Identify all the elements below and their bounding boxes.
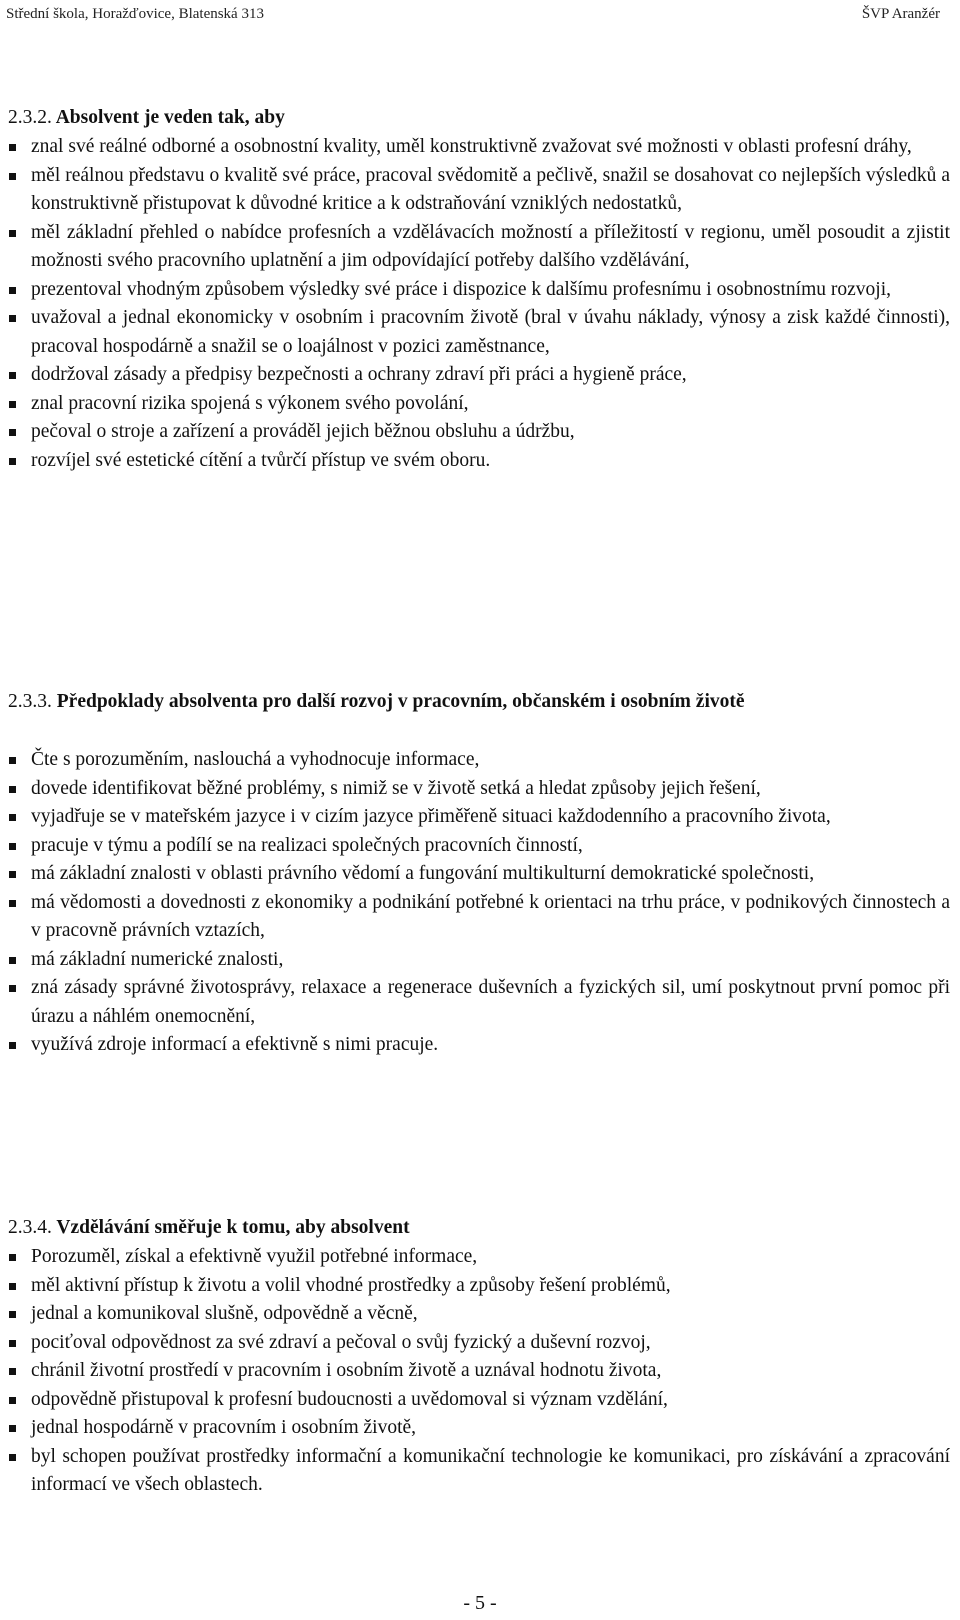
section-number: 2.3.2. [8,107,52,128]
list-item: Čte s porozuměním, naslouchá a vyhodnocuje informace, [0,746,960,775]
page-number: - 5 - [463,1592,497,1614]
section-heading-2-3-2 [8,104,285,132]
list-item: má základní numerické znalosti, [0,946,960,975]
list-item: vyjadřuje se v mateřském jazyce i v cizím jazyce přiměřeně situaci každodenního a pracovního života, [0,803,960,832]
list-item: znal pracovní rizika spojená s výkonem svého povolání, [0,390,960,419]
list-item: má základní znalosti v oblasti právního vědomí a fungování multikulturní demokratické společnosti, [0,860,960,889]
list-item: Porozuměl, získal a efektivně využil potřebné informace, [0,1243,960,1272]
list-item: dovede identifikovat běžné problémy, s nimiž se v životě setká a hledat způsoby jejich řešení, [0,775,960,804]
section-title-text: Předpoklady absolventa pro další rozvoj v pracovním, občanském i osobním životě [56,691,745,712]
list-item: rozvíjel své estetické cítění a tvůrčí přístup ve svém oboru. [0,447,960,476]
list-item: jednal hospodárně v pracovním i osobním životě, [0,1414,960,1443]
section-title-text: Vzdělávání směřuje k tomu, aby absolvent [56,1217,410,1238]
list-item: uvažoval a jednal ekonomicky v osobním i pracovním životě (bral v úvahu náklady, výnosy a zisk každé činnosti), pracoval hospodárně a snažil se o loajálnost v pozici zaměstnance, [0,304,960,361]
header-school: Střední škola, Horažďovice, Blatenská 313 [6,6,264,22]
list-item: dodržoval zásady a předpisy bezpečnosti a ochrany zdraví při práci a hygieně práce, [0,361,960,390]
list-item: pečoval o stroje a zařízení a prováděl jejich běžnou obsluhu a údržbu, [0,418,960,447]
list-item: jednal a komunikoval slušně, odpovědně a věcně, [0,1300,960,1329]
list-item: pracuje v týmu a podílí se na realizaci společných pracovních činností, [0,832,960,861]
list-item: byl schopen používat prostředky informační a komunikační technologie ke komunikaci, pro získávání a zpracování informací ve všech oblastech. [0,1443,960,1500]
header-program: ŠVP Aranžér [861,6,940,22]
list-item: využívá zdroje informací a efektivně s nimi pracuje. [0,1031,960,1060]
section-title-text: Absolvent je veden tak, aby [55,107,285,128]
list-item: má vědomosti a dovednosti z ekonomiky a podnikání potřebné k orientaci na trhu práce, v podnikových činnostech a v pracovně právních vztazích, [0,889,960,946]
list-item: znal své reálné odborné a osobnostní kvality, uměl konstruktivně zvažovat své možnosti v oblasti profesní dráhy, [0,133,960,162]
list-item: měl základní přehled o nabídce profesních a vzdělávacích možností a příležitostí v regionu, uměl posoudit a zjistit možnosti svého pracovního uplatnění a jim odpovídající potřeby dalšího vzdělávání, [0,219,960,276]
section-heading-2-3-4 [8,1214,410,1242]
list-2-3-2 [0,133,960,475]
section-heading-2-3-3 [8,688,908,716]
list-item: měl reálnou představu o kvalitě své práce, pracoval svědomitě a pečlivě, snažil se dosahovat co nejlepších výsledků a konstruktivně přistupovat k důvodné kritice a k odstraňování vzniklých nedostatků, [0,162,960,219]
list-item: měl aktivní přístup k životu a volil vhodné prostředky a způsoby řešení problémů, [0,1272,960,1301]
section-number: 2.3.4. [8,1217,52,1238]
list-2-3-4 [0,1243,960,1500]
list-item: pociťoval odpovědnost za své zdraví a pečoval o svůj fyzický a duševní rozvoj, [0,1329,960,1358]
list-item: prezentoval vhodným způsobem výsledky své práce i dispozice k dalšímu profesnímu i osobnostnímu rozvoji, [0,276,960,305]
list-item: zná zásady správné životosprávy, relaxace a regenerace duševních a fyzických sil, umí poskytnout první pomoc při úrazu a náhlém onemocnění, [0,974,960,1031]
section-number: 2.3.3. [8,691,52,712]
list-item: odpovědně přistupoval k profesní budoucnosti a uvědomoval si význam vzdělání, [0,1386,960,1415]
list-item: chránil životní prostředí v pracovním i osobním životě a uznával hodnotu života, [0,1357,960,1386]
list-2-3-3 [0,746,960,1060]
